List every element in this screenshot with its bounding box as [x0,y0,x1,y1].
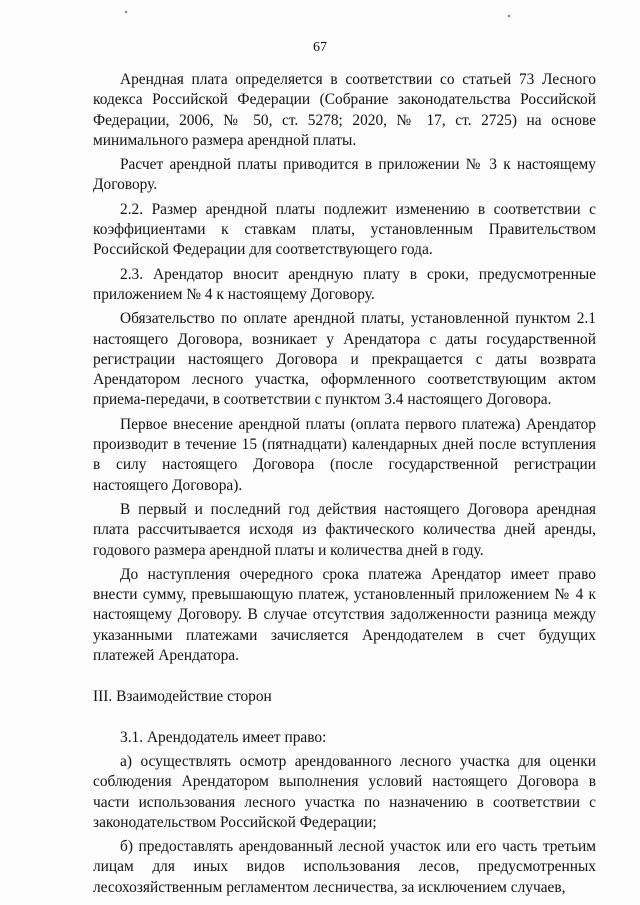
paragraph-2-3: 2.3. Арендатор вносит арендную плату в сроки, предусмотренные приложением № 4 к настоящему Договору. [93,265,596,303]
paragraph-payment-obligation: Обязательство по оплате арендной платы, установленной пунктом 2.1 настоящего Договора, возникает у Арендатора с даты государственной регистрации настоящего Договора и прекращается с даты возврата Арендатором лесного участка, оформленного соответствующим актом приема-передачи, в соответствии с пунктом 3.4 настоящего Договора. [93,310,596,409]
paragraph-rent-basis: Арендная плата определяется в соответствии со статьей 73 Лесного кодекса Российской Федерации (Собрание законодательства Российской Федерации, 2006, № 50, ст. 5278; 2020, № 17, ст. 2725) на основе минимального размера арендной платы. [93,71,596,149]
section-heading: III. Взаимодействие сторон [93,688,272,706]
scan-speck [508,15,510,17]
paragraph-3-1-a: а) осуществлять осмотр арендованного лесного участка для оценки соблюдения Арендатором выполнения условий настоящего Договора в части использования лесного участка по назначению в соответствии с законодательством Российской Федерации; [93,752,596,831]
document-body [93,70,596,898]
paragraph-3-1: 3.1. Арендодатель имеет право: [120,728,327,746]
paragraph-rent-calculation: Расчет арендной платы приводится в приложении № 3 к настоящему Договору. [93,156,596,194]
scan-speck [125,11,127,13]
page-number: 67 [313,40,327,55]
paragraph-first-last-year: В первый и последний год действия настоящего Договора арендная плата рассчитывается исходя из фактического количества дней аренды, годового размера арендной платы и количества дней в году. [93,500,596,559]
paragraph-2-2: 2.2. Размер арендной платы подлежит изменению в соответствии с коэффициентами к ставкам платы, установленным Правительством Российской Федерации для соответствующего года. [93,200,596,259]
paragraph-3-1-b: б) предоставлять арендованный лесной участок или его часть третьим лицам для иных видов использования лесов, предусмотренных лесохозяйственным регламентом лесничества, за исключением случаев, [93,838,596,896]
paragraph-first-payment: Первое внесение арендной платы (оплата первого платежа) Арендатор производит в течение 15 (пятнадцати) календарных дней после вступления в силу настоящего Договора (после государственной регистрации настоящего Договора). [93,415,596,494]
paragraph-advance-payment: До наступления очередного срока платежа Арендатор имеет право внести сумму, превышающую платеж, установленный приложением № 4 к настоящему Договору. В случае отсутствия задолженности разница между указанными платежами зачисляется Арендодателем в счет будущих платежей Арендатора. [93,565,596,665]
